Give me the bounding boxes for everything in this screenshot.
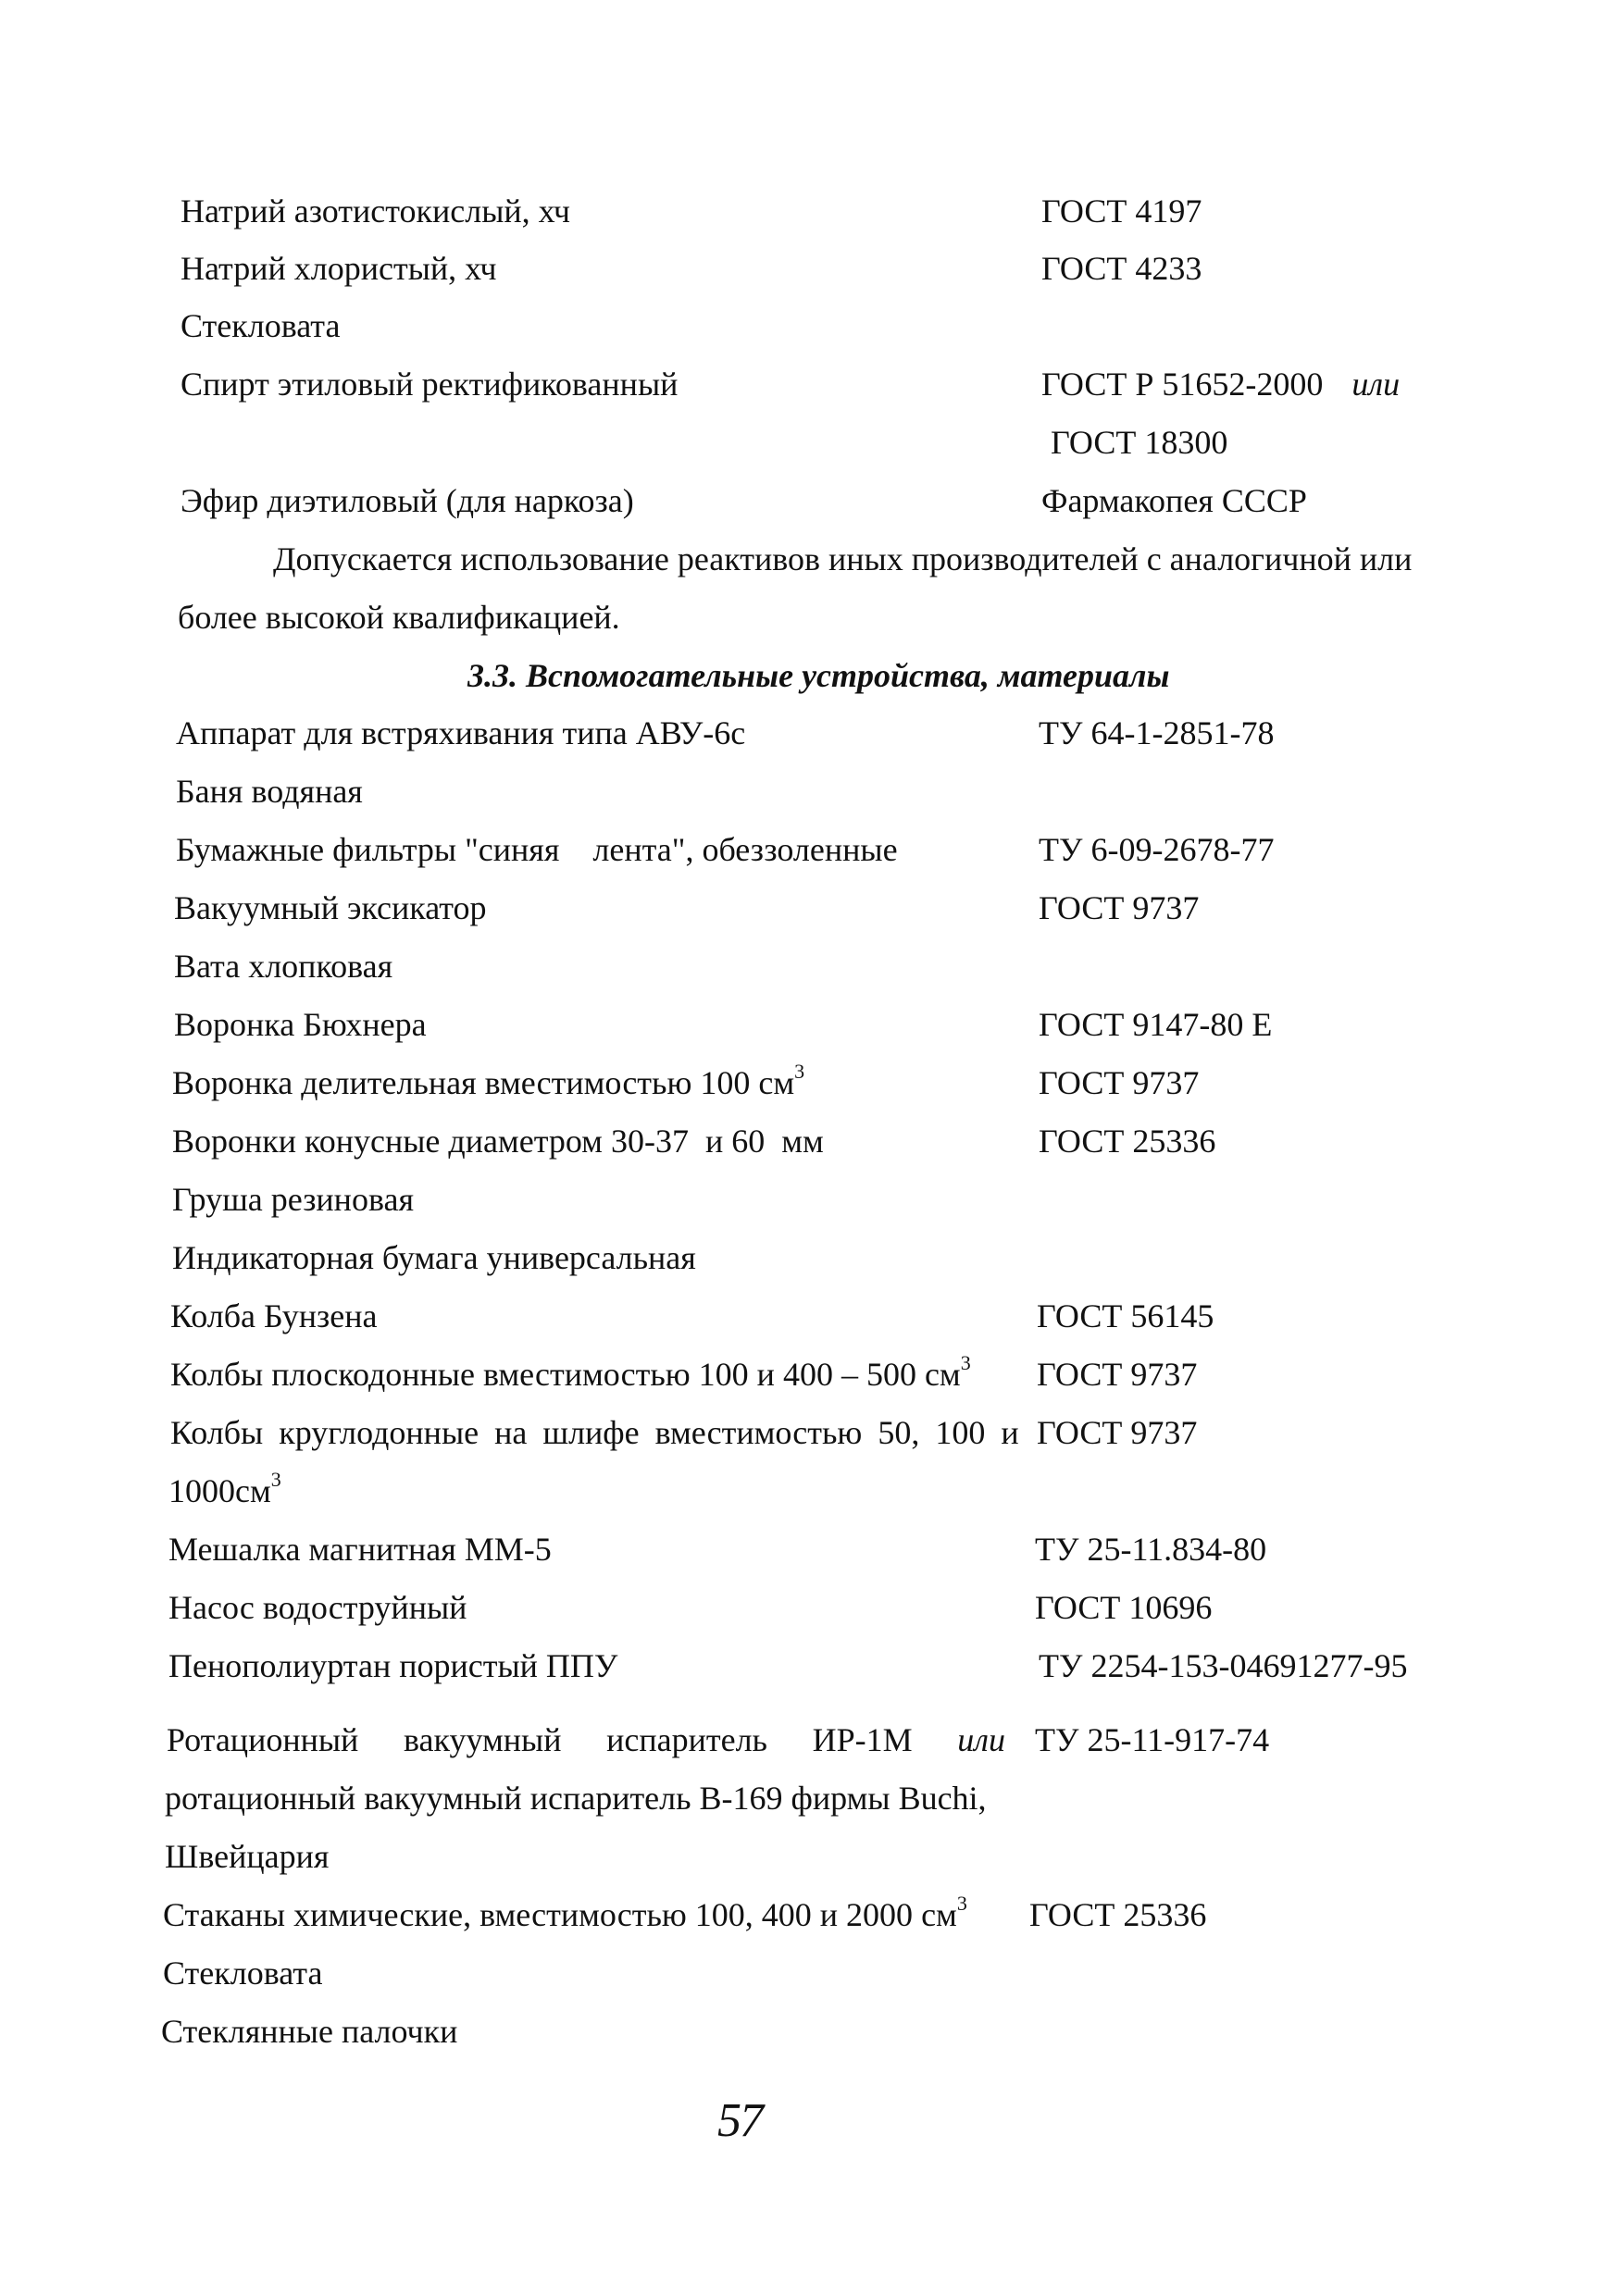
ili-word: или (1351, 366, 1401, 403)
reagent-ref: ГОСТ 18300 (1051, 424, 1228, 461)
reagent-name: Натрий хлористый, хч (181, 250, 497, 287)
material-name: Вата хлопковая (174, 948, 393, 985)
material-name-text: Воронка делительная вместимостью 100 (172, 1064, 751, 1101)
material-name (168, 1468, 281, 1511)
reagent-ref: Фармакопея СССР (1041, 482, 1307, 519)
material-name (170, 1351, 971, 1395)
material-ref: ТУ 25-11.834-80 (1035, 1531, 1267, 1568)
material-name (163, 1894, 967, 1935)
section-heading: 3.3. Вспомогательные устройства, материалы (467, 657, 1170, 694)
note-line-1: Допускается использование реактивов иных производителей с аналогичной или (273, 540, 1413, 577)
material-name-text: Колбы круглодонные на шлифе вместимостью 50, 100 и (170, 1414, 1019, 1451)
unit-superscript: 3 (960, 1351, 971, 1374)
reagent-ref: ГОСТ 4233 (1041, 250, 1202, 287)
rotary-evaporator-line (167, 1719, 1005, 1760)
unit-superscript: 3 (956, 1892, 967, 1915)
material-ref: ГОСТ 9737 (1039, 1064, 1200, 1101)
material-name: Стекловата (163, 1955, 323, 1992)
unit-cm: см (924, 1356, 961, 1393)
reagent-name: Эфир диэтиловый (для наркоза) (181, 482, 634, 519)
reagent-name: Натрий азотистокислый, хч (181, 192, 570, 230)
material-ref: ГОСТ 9147-80 Е (1039, 1006, 1273, 1043)
material-name: Индикаторная бумага универсальная (172, 1239, 696, 1276)
unit-superscript: 3 (270, 1468, 281, 1491)
reagent-name: Спирт этиловый ректификованный (181, 366, 679, 403)
material-ref: ГОСТ 9737 (1039, 889, 1200, 926)
material-name: Мешалка магнитная ММ-5 (168, 1531, 552, 1568)
material-name-text: Стаканы химические, вместимостью 100, 400 и 2000 (163, 1896, 914, 1933)
rotary-word: ИР-1М (812, 1721, 913, 1758)
reagent-ref: ГОСТ 4197 (1041, 192, 1202, 230)
rotary-word: испаритель (606, 1721, 767, 1758)
material-name: Воронка Бюхнера (174, 1006, 427, 1043)
unit-superscript: 3 (794, 1060, 805, 1083)
material-name: Пенополиуртан пористый ППУ (168, 1647, 618, 1684)
material-name: Вакуумный эксикатор (174, 889, 487, 926)
material-name: Бумажные фильтры "синяя лента", обеззоленные (176, 831, 898, 868)
material-name: Колба Бунзена (170, 1297, 378, 1334)
material-name: Воронки конусные диаметром 30-37 и 60 мм (172, 1123, 824, 1160)
material-ref: ГОСТ 10696 (1035, 1589, 1213, 1626)
unit-cm: см (758, 1064, 795, 1101)
material-ref: ГОСТ 25336 (1039, 1123, 1216, 1160)
material-name: ротационный вакуумный испаритель В-169 фирмы Buchi, (165, 1780, 987, 1817)
material-ref: ТУ 25-11-917-74 (1035, 1721, 1270, 1758)
unit-cm: см (921, 1896, 957, 1933)
material-ref: ТУ 2254-153-04691277-95 (1039, 1647, 1408, 1684)
material-name (172, 1062, 804, 1103)
reagent-ref (1041, 364, 1400, 404)
page-number: 57 (717, 2094, 762, 2147)
material-ref: ГОСТ 9737 (1037, 1356, 1198, 1393)
material-ref: ТУ 6-09-2678-77 (1039, 831, 1275, 868)
rotary-word: вакуумный (403, 1721, 562, 1758)
material-name: Баня водяная (176, 773, 363, 810)
material-ref: ТУ 64-1-2851-78 (1039, 714, 1275, 751)
material-name (170, 1412, 1019, 1453)
rotary-word: или (957, 1721, 1005, 1758)
material-name: Стеклянные палочки (161, 2013, 458, 2050)
material-ref: ГОСТ 9737 (1037, 1414, 1198, 1451)
reagent-ref-text: ГОСТ Р 51652-2000 (1041, 366, 1324, 403)
material-ref: ГОСТ 56145 (1037, 1297, 1214, 1334)
material-name: Груша резиновая (172, 1181, 414, 1218)
material-name-text: 1000 (168, 1472, 235, 1509)
material-name: Аппарат для встряхивания типа АВУ-6с (176, 714, 746, 751)
note-line-2: более высокой квалификацией. (178, 599, 620, 636)
material-ref: ГОСТ 25336 (1029, 1896, 1207, 1933)
unit-cm: см (235, 1472, 271, 1509)
material-name: Насос водоструйный (168, 1589, 467, 1626)
material-name-text: Колбы плоскодонные вместимостью 100 и 400 – 500 (170, 1356, 916, 1393)
material-name: Швейцария (165, 1838, 330, 1875)
reagent-name: Стекловата (181, 307, 341, 344)
rotary-word: Ротационный (167, 1721, 359, 1758)
